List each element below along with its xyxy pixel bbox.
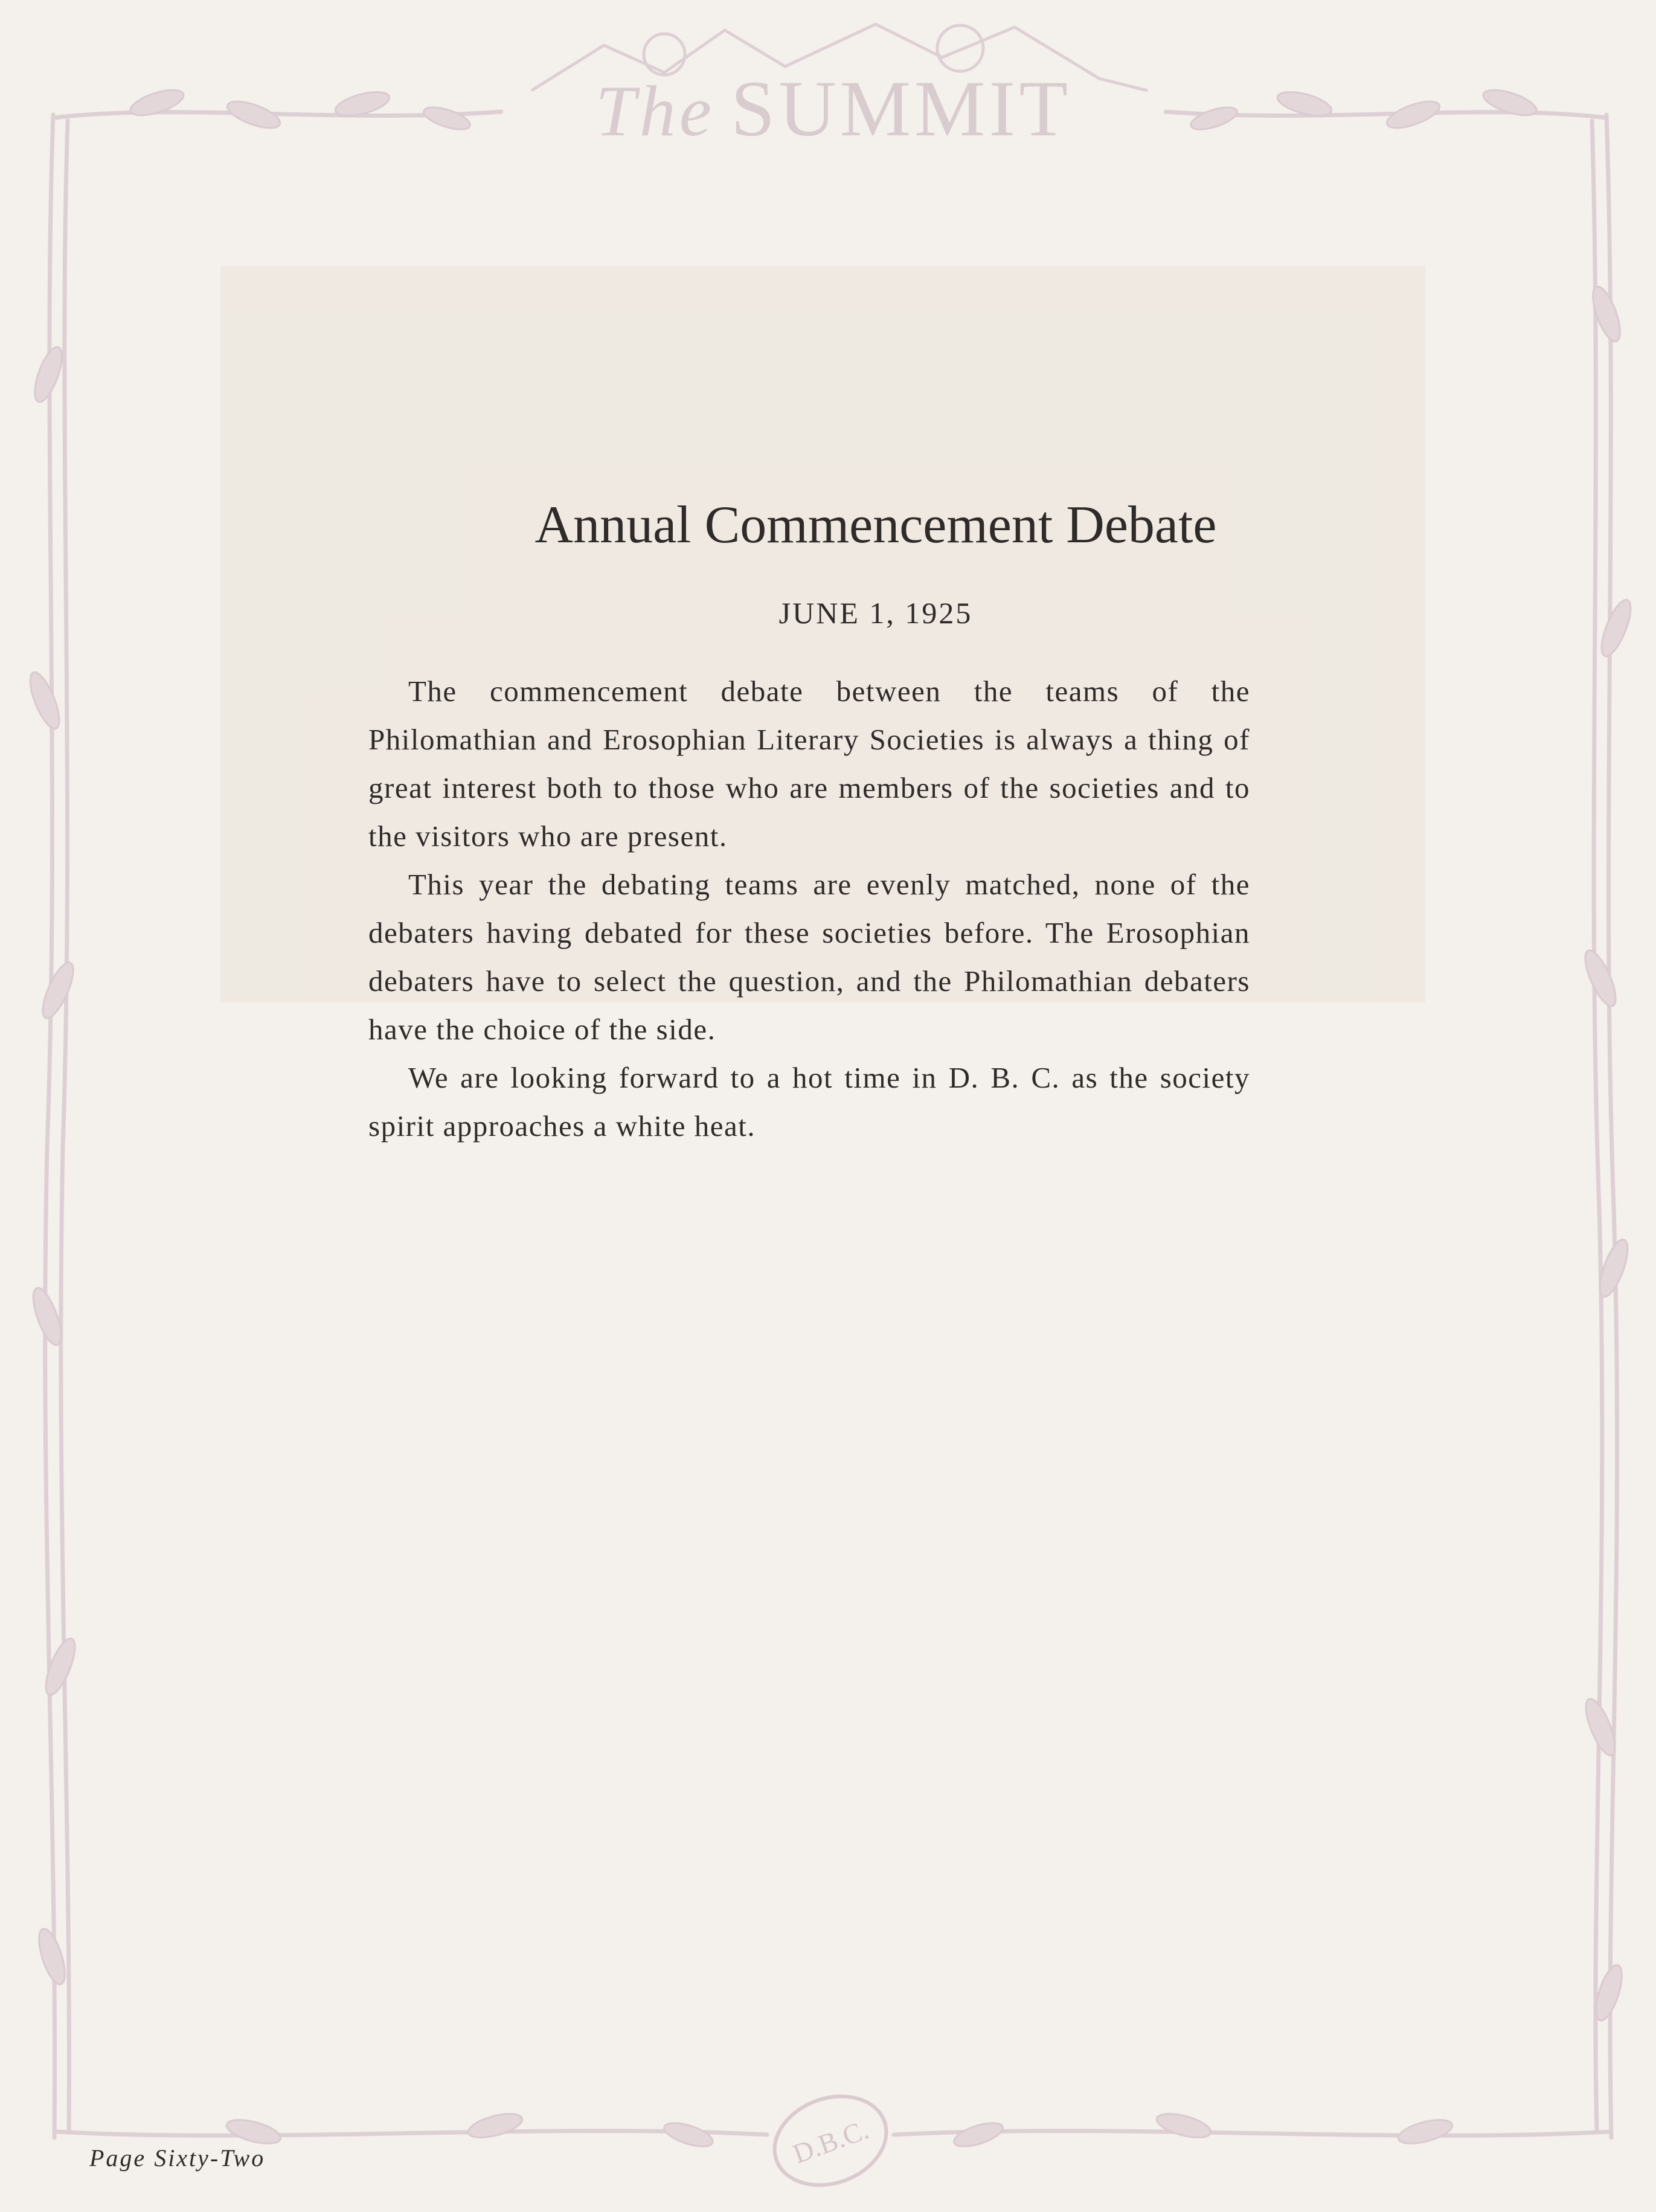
article-paragraph: We are looking forward to a hot time in D. B. C. as the society spirit approaches a white heat. bbox=[368, 1061, 1250, 1143]
article-paragraph: The commencement debate between the teams of the Philomathian and Erosophian Literary Societies is always a thing of great interest both to those who are members of the societies and to the visitors who are present. bbox=[368, 675, 1250, 853]
article-body bbox=[368, 667, 1250, 1150]
masthead-title: SUMMIT bbox=[730, 64, 1072, 153]
page-number: Page Sixty-Two bbox=[89, 2144, 266, 2172]
right-branch-inner bbox=[1592, 121, 1602, 2132]
left-branch-inner bbox=[61, 121, 69, 2132]
article-paragraph: This year the debating teams are evenly matched, none of the debaters having debated for these societies before. The Erosophian debaters have to select the question, and the Philomathian debaters have the choice of the side. bbox=[368, 868, 1250, 1046]
masthead-the: The bbox=[595, 71, 715, 151]
article-title: Annual Commencement Debate bbox=[534, 496, 1217, 554]
yearbook-masthead bbox=[507, 60, 1160, 157]
right-branch bbox=[1606, 115, 1617, 2138]
left-branch bbox=[45, 115, 55, 2138]
svg-text:D.B.C.: D.B.C. bbox=[789, 2114, 873, 2170]
bottom-branch-left bbox=[57, 2131, 767, 2136]
article-date: JUNE 1, 1925 bbox=[778, 596, 973, 630]
